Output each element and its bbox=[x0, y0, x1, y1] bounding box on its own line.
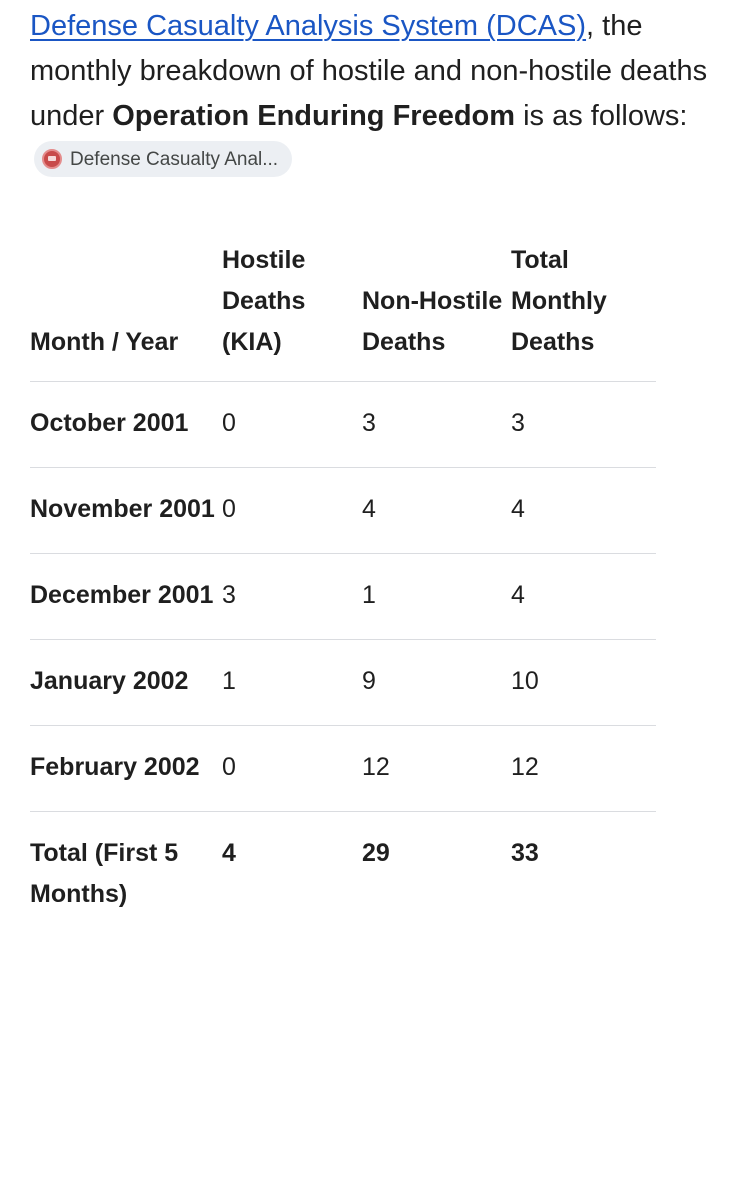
intro-text: , the monthly breakdown of hostile and non-hostile deaths under bbox=[30, 10, 708, 132]
cell-hostile: 3 bbox=[222, 554, 362, 640]
cell-total: 12 bbox=[511, 726, 656, 812]
table-row bbox=[30, 554, 656, 640]
cell-hostile: 0 bbox=[222, 382, 362, 468]
cell-total: 3 bbox=[511, 382, 656, 468]
intro-paragraph bbox=[30, 4, 710, 184]
cell-month: November 2001 bbox=[30, 468, 222, 554]
casualty-table bbox=[30, 236, 656, 938]
cell-month: December 2001 bbox=[30, 554, 222, 640]
cell-non-hostile: 3 bbox=[362, 382, 511, 468]
dcas-link[interactable]: Defense Casualty Analysis System (DCAS) bbox=[30, 10, 587, 42]
source-chip-label: Defense Casualty Anal... bbox=[70, 148, 279, 170]
table-row bbox=[30, 382, 656, 468]
header-month-year: Month / Year bbox=[30, 236, 222, 382]
cell-hostile: 0 bbox=[222, 726, 362, 812]
intro-text-end: is as follows: bbox=[515, 100, 688, 132]
cell-total-all: 33 bbox=[511, 839, 539, 867]
cell-total: 10 bbox=[511, 640, 656, 726]
dcas-seal-icon bbox=[42, 149, 62, 169]
cell-month: January 2002 bbox=[30, 640, 222, 726]
table-row bbox=[30, 726, 656, 812]
cell-month: October 2001 bbox=[30, 382, 222, 468]
table-row bbox=[30, 468, 656, 554]
cell-non-hostile: 12 bbox=[362, 726, 511, 812]
cell-total-hostile: 4 bbox=[222, 839, 236, 867]
cell-total-non-hostile: 29 bbox=[362, 839, 390, 867]
cell-non-hostile: 4 bbox=[362, 468, 511, 554]
cell-hostile: 0 bbox=[222, 468, 362, 554]
cell-non-hostile: 9 bbox=[362, 640, 511, 726]
table-header-row bbox=[30, 236, 656, 382]
cell-total: 4 bbox=[511, 554, 656, 640]
table-row bbox=[30, 640, 656, 726]
cell-non-hostile: 1 bbox=[362, 554, 511, 640]
header-total-monthly-deaths: Total Monthly Deaths bbox=[511, 236, 656, 382]
cell-month: February 2002 bbox=[30, 726, 222, 812]
cell-hostile: 1 bbox=[222, 640, 362, 726]
source-chip[interactable] bbox=[34, 141, 292, 177]
header-hostile-deaths: Hostile Deaths (KIA) bbox=[222, 236, 362, 382]
cell-total-label: Total (First 5 Months) bbox=[30, 839, 179, 908]
cell-total: 4 bbox=[511, 468, 656, 554]
table-total-row bbox=[30, 812, 656, 939]
header-non-hostile-deaths: Non-Hostile Deaths bbox=[362, 236, 511, 382]
operation-name: Operation Enduring Freedom bbox=[112, 100, 516, 132]
